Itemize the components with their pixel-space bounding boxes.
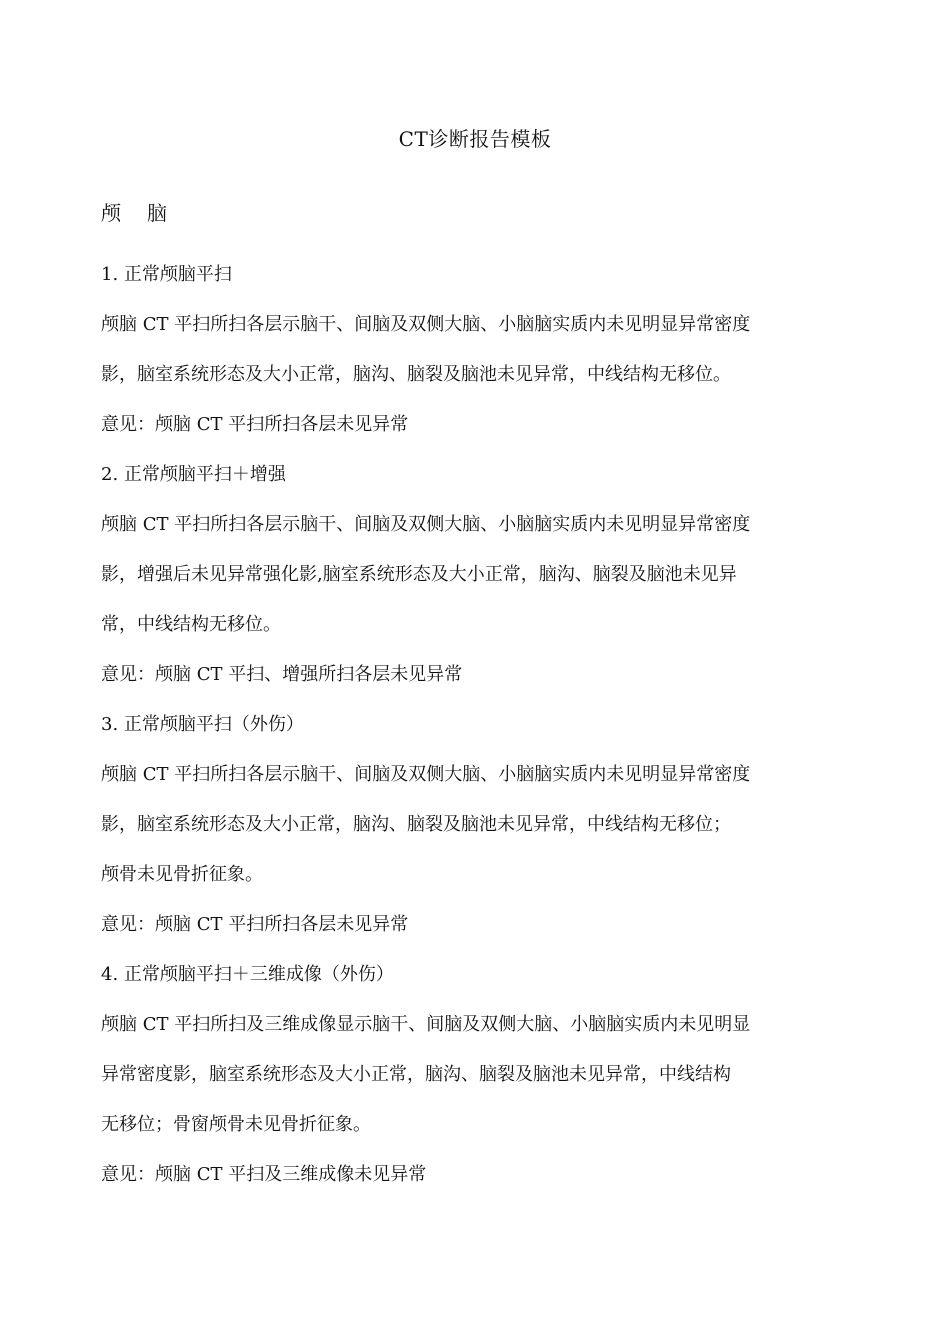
section-heading bbox=[101, 198, 167, 228]
item-opinion: 意见：颅脑 CT 平扫及三维成像未见异常 bbox=[101, 1164, 427, 1185]
document-title: CT诊断报告模板 bbox=[398, 127, 552, 151]
report-item-3 bbox=[101, 700, 841, 950]
item-text-line: 颅骨未见骨折征象。 bbox=[101, 864, 263, 885]
report-item-1 bbox=[101, 250, 841, 450]
item-heading: 2. 正常颅脑平扫＋增强 bbox=[101, 464, 286, 485]
section-heading-part1: 颅 bbox=[101, 201, 121, 225]
item-text-line: 颅脑 CT 平扫所扫各层示脑干、间脑及双侧大脑、小脑脑实质内未见明显异常密度 bbox=[101, 514, 751, 535]
report-body bbox=[101, 250, 841, 1200]
item-text-line: 影，脑室系统形态及大小正常，脑沟、脑裂及脑池未见异常，中线结构无移位。 bbox=[101, 364, 731, 385]
report-item-4 bbox=[101, 950, 841, 1200]
item-text-line: 常，中线结构无移位。 bbox=[101, 614, 281, 635]
item-text-line: 影，增强后未见异常强化影,脑室系统形态及大小正常，脑沟、脑裂及脑池未见异 bbox=[101, 564, 737, 585]
item-text-line: 无移位；骨窗颅骨未见骨折征象。 bbox=[101, 1114, 371, 1135]
item-heading: 4. 正常颅脑平扫＋三维成像（外伤） bbox=[101, 964, 394, 985]
item-text-line: 异常密度影，脑室系统形态及大小正常，脑沟、脑裂及脑池未见异常，中线结构 bbox=[101, 1064, 731, 1085]
item-text-line: 颅脑 CT 平扫所扫及三维成像显示脑干、间脑及双侧大脑、小脑脑实质内未见明显 bbox=[101, 1014, 751, 1035]
item-text-line: 颅脑 CT 平扫所扫各层示脑干、间脑及双侧大脑、小脑脑实质内未见明显异常密度 bbox=[101, 314, 751, 335]
item-opinion: 意见：颅脑 CT 平扫、增强所扫各层未见异常 bbox=[101, 664, 463, 685]
item-text-line: 影，脑室系统形态及大小正常，脑沟、脑裂及脑池未见异常，中线结构无移位； bbox=[101, 814, 731, 835]
section-heading-part2: 脑 bbox=[147, 201, 167, 225]
item-opinion: 意见：颅脑 CT 平扫所扫各层未见异常 bbox=[101, 914, 409, 935]
item-text-line: 颅脑 CT 平扫所扫各层示脑干、间脑及双侧大脑、小脑脑实质内未见明显异常密度 bbox=[101, 764, 751, 785]
report-item-2 bbox=[101, 450, 841, 700]
item-heading: 3. 正常颅脑平扫（外伤） bbox=[101, 714, 304, 735]
item-heading: 1. 正常颅脑平扫 bbox=[101, 264, 232, 285]
item-opinion: 意见：颅脑 CT 平扫所扫各层未见异常 bbox=[101, 414, 409, 435]
